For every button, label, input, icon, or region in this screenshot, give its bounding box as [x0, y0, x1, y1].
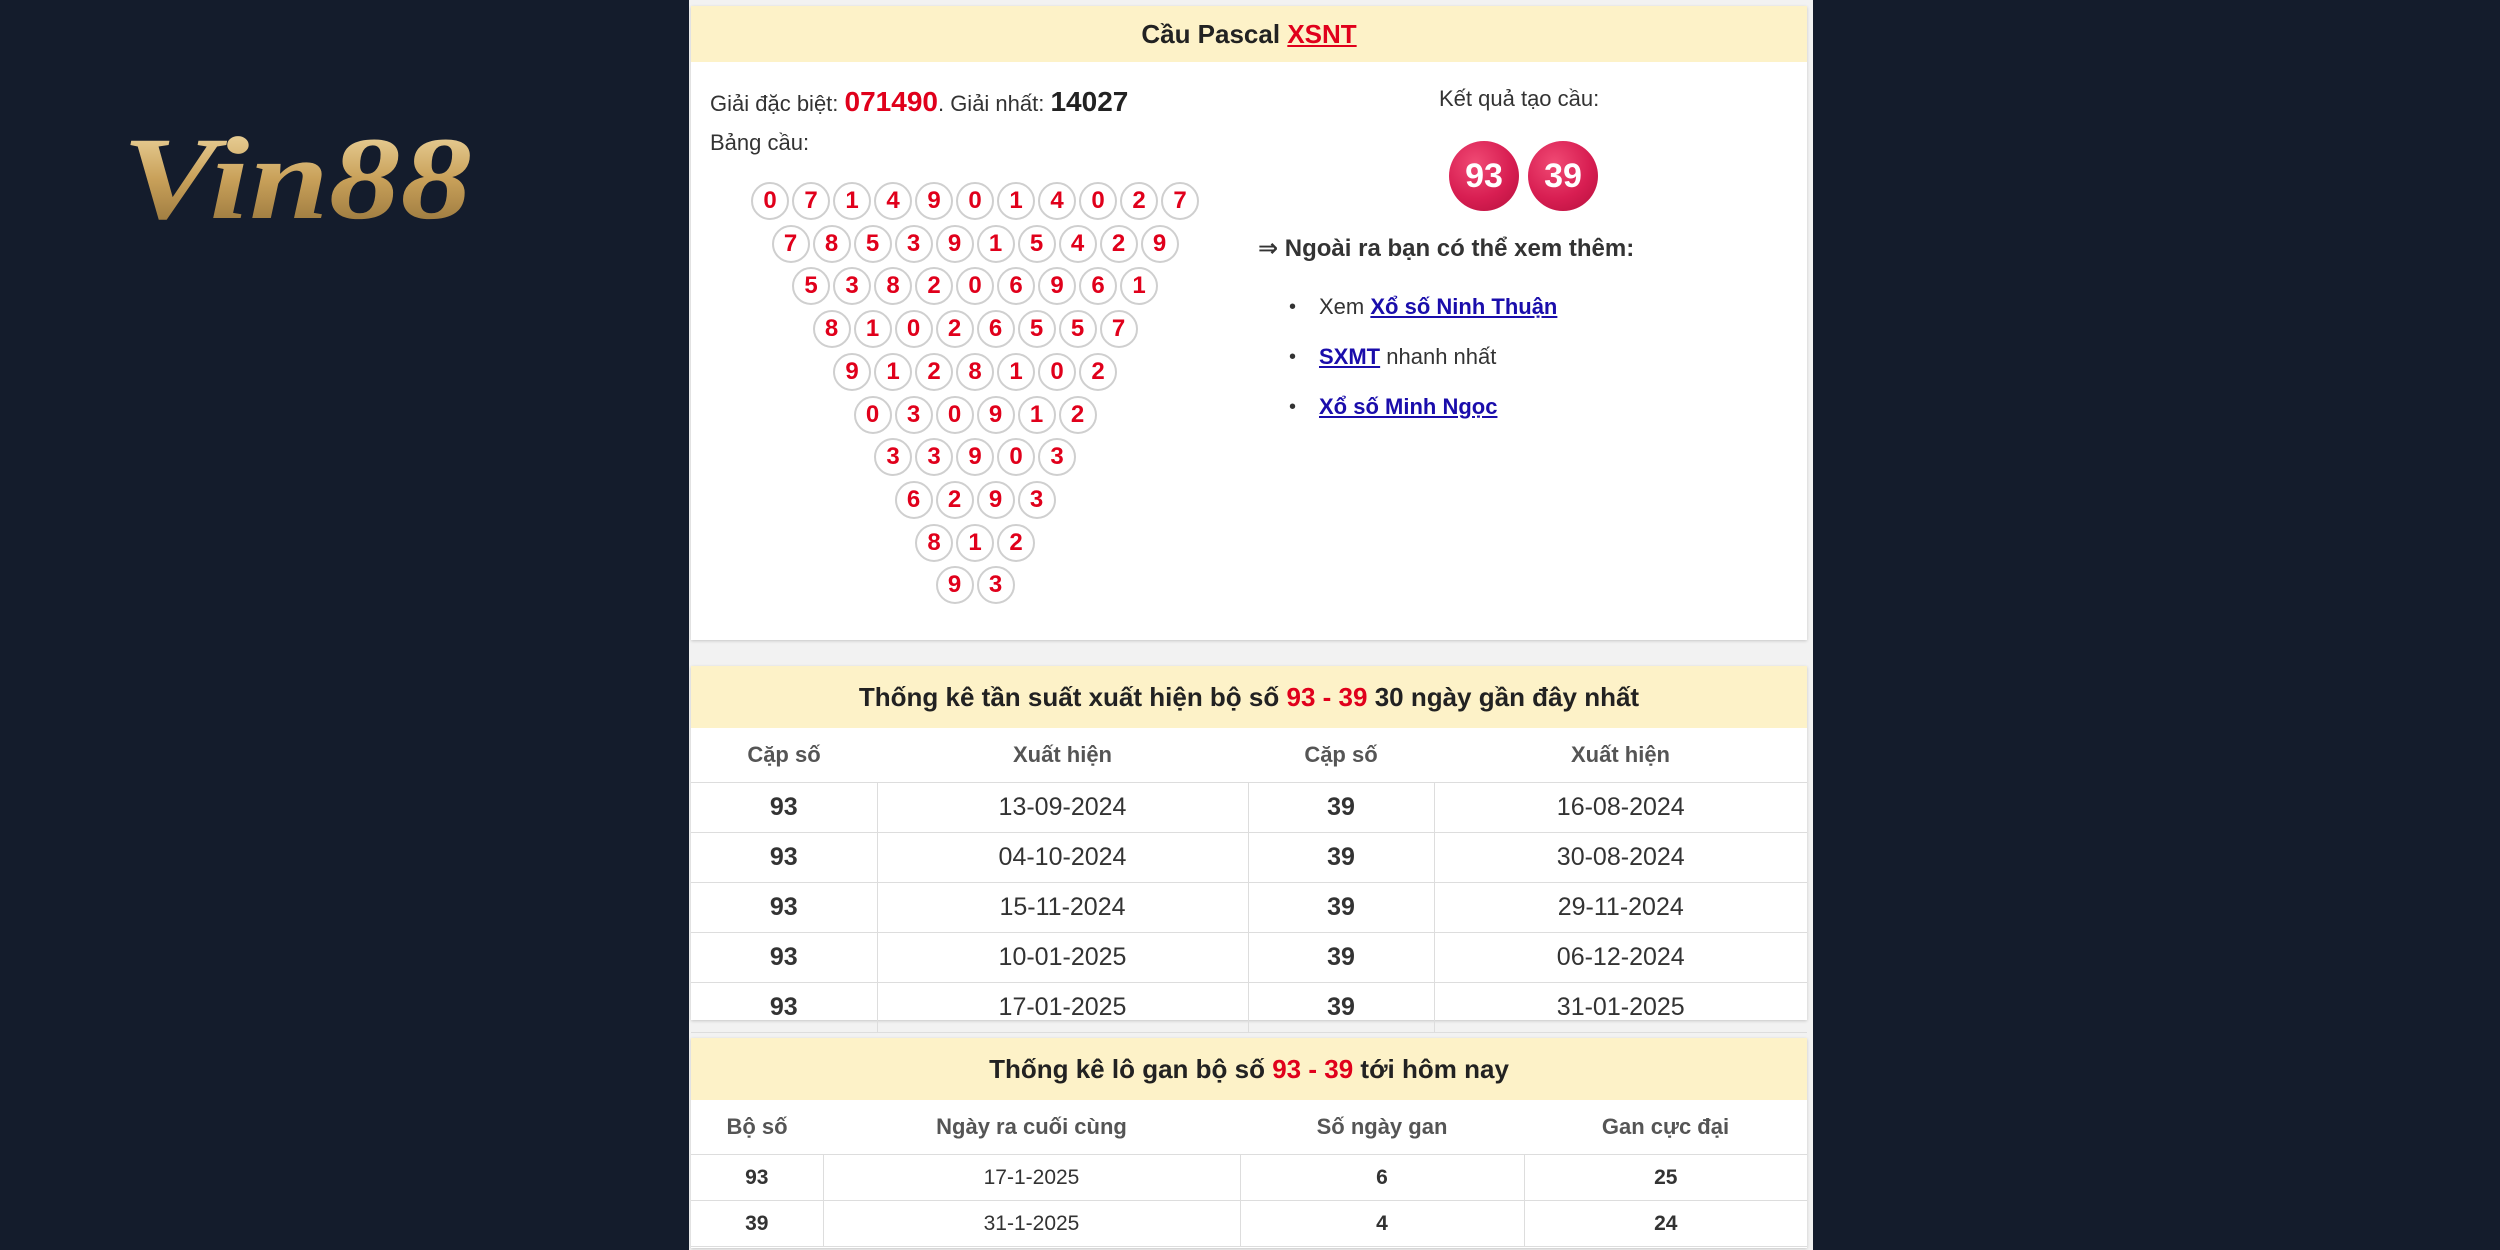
triangle-digit: 1 [977, 225, 1015, 263]
triangle-digit: 6 [997, 267, 1035, 305]
triangle-digit: 5 [792, 267, 830, 305]
frequency-row [691, 833, 1807, 883]
main-column [689, 0, 1813, 1250]
frequency-title-prefix: Thống kê tần suất xuất hiện bộ số [858, 682, 1280, 712]
result-label: Kết quả tạo cầu: [1439, 86, 1600, 111]
triangle-digit: 1 [833, 182, 871, 220]
more-title: ⇒ Ngoài ra bạn có thể xem thêm: [1258, 235, 1635, 262]
triangle-digit: 5 [1018, 225, 1056, 263]
triangle-digit: 7 [772, 225, 810, 263]
table-cell: 93 [691, 983, 877, 1033]
pascal-table-label: Bảng cầu: [710, 130, 810, 155]
gan-header-cell: Gan cực đại [1524, 1100, 1807, 1155]
triangle-digit: 2 [936, 310, 974, 348]
frequency-table [691, 728, 1807, 1033]
gan-card [691, 1038, 1807, 1248]
more-item-ninh-thuan [1279, 282, 1557, 332]
table-cell: 39 [1248, 883, 1434, 933]
triangle-digit: 6 [895, 481, 933, 519]
triangle-digit: 2 [1120, 182, 1158, 220]
table-cell: 93 [691, 933, 877, 983]
table-cell: 16-08-2024 [1434, 783, 1807, 833]
triangle-digit: 3 [833, 267, 871, 305]
triangle-digit: 0 [1079, 182, 1117, 220]
triangle-digit: 0 [956, 267, 994, 305]
triangle-digit: 0 [895, 310, 933, 348]
triangle-digit: 3 [874, 438, 912, 476]
triangle-digit: 2 [1059, 396, 1097, 434]
first-prize-value: 14027 [1050, 86, 1129, 117]
triangle-digit: 4 [1038, 182, 1076, 220]
more-links-list [1279, 282, 1557, 432]
triangle-digit: 1 [874, 353, 912, 391]
triangle-digit: 5 [854, 225, 892, 263]
triangle-digit: 3 [895, 396, 933, 434]
triangle-digit: 1 [997, 353, 1035, 391]
table-cell: 39 [1248, 833, 1434, 883]
triangle-digit: 9 [915, 182, 953, 220]
frequency-card-header [691, 666, 1807, 728]
frequency-row [691, 933, 1807, 983]
triangle-digit: 5 [1018, 310, 1056, 348]
more-item-suffix: nhanh nhất [1386, 344, 1497, 369]
more-item-prefix: Xem [1319, 294, 1365, 319]
table-cell: 93 [691, 833, 877, 883]
frequency-header-cell: Cặp số [691, 728, 877, 783]
triangle-digit: 4 [874, 182, 912, 220]
frequency-header-row [691, 728, 1807, 783]
gan-header-row [691, 1100, 1807, 1155]
triangle-digit: 1 [997, 182, 1035, 220]
triangle-digit: 7 [1100, 310, 1138, 348]
triangle-digit: 8 [813, 310, 851, 348]
frequency-row [691, 983, 1807, 1033]
special-prize-value: 071490 [844, 86, 938, 117]
more-item-minh-ngoc [1279, 382, 1557, 432]
triangle-digit: 2 [915, 353, 953, 391]
triangle-digit: 3 [915, 438, 953, 476]
first-prize-label: . Giải nhất: [937, 91, 1045, 116]
triangle-digit: 3 [895, 225, 933, 263]
table-cell: 31-1-2025 [823, 1201, 1240, 1247]
triangle-digit: 1 [1018, 396, 1056, 434]
gan-header-cell: Bộ số [691, 1100, 823, 1155]
gan-row [691, 1201, 1807, 1247]
frequency-header-cell: Xuất hiện [877, 728, 1248, 783]
vin88-logo-graphic [122, 118, 482, 230]
triangle-digit: 7 [1161, 182, 1199, 220]
table-cell: 39 [691, 1201, 823, 1247]
triangle-digit: 5 [1059, 310, 1097, 348]
prize-line [710, 86, 1128, 118]
table-cell: 13-09-2024 [877, 783, 1248, 833]
gan-row [691, 1155, 1807, 1201]
triangle-digit: 6 [977, 310, 1015, 348]
gan-table [691, 1100, 1807, 1247]
table-cell: 15-11-2024 [877, 883, 1248, 933]
result-ball-1: 93 [1449, 141, 1519, 211]
triangle-digit: 9 [1141, 225, 1179, 263]
frequency-title-suffix: 30 ngày gần đây nhất [1374, 682, 1640, 712]
vin88-logo[interactable] [122, 118, 482, 230]
pascal-card [691, 6, 1807, 640]
triangle-digit: 8 [874, 267, 912, 305]
table-cell: 4 [1240, 1201, 1524, 1247]
xsnt-link[interactable]: XSNT [1287, 19, 1357, 49]
frequency-row [691, 783, 1807, 833]
table-cell: 25 [1524, 1155, 1807, 1201]
gan-title-pair: 93 - 39 [1272, 1054, 1354, 1084]
table-cell: 39 [1248, 983, 1434, 1033]
table-cell: 30-08-2024 [1434, 833, 1807, 883]
triangle-digit: 2 [915, 267, 953, 305]
triangle-digit: 0 [956, 182, 994, 220]
frequency-card [691, 666, 1807, 1020]
table-cell: 93 [691, 883, 877, 933]
triangle-digit: 3 [977, 566, 1015, 604]
triangle-digit: 2 [1079, 353, 1117, 391]
table-cell: 93 [691, 1155, 823, 1201]
vin88-logo-text: Vin88 [122, 118, 472, 230]
triangle-digit: 0 [936, 396, 974, 434]
triangle-digit: 3 [1018, 481, 1056, 519]
table-cell: 17-01-2025 [877, 983, 1248, 1033]
sxmt-link[interactable]: SXMT [1319, 344, 1381, 369]
table-cell: 04-10-2024 [877, 833, 1248, 883]
gan-card-header [691, 1038, 1807, 1100]
triangle-digit: 9 [833, 353, 871, 391]
table-cell: 29-11-2024 [1434, 883, 1807, 933]
triangle-digit: 0 [751, 182, 789, 220]
table-cell: 6 [1240, 1155, 1524, 1201]
triangle-digit: 9 [977, 481, 1015, 519]
triangle-digit: 3 [1038, 438, 1076, 476]
triangle-digit: 8 [956, 353, 994, 391]
table-cell: 24 [1524, 1201, 1807, 1247]
frequency-header-cell: Xuất hiện [1434, 728, 1807, 783]
triangle-digit: 2 [997, 524, 1035, 562]
table-cell: 17-1-2025 [823, 1155, 1240, 1201]
xo-so-ninh-thuan-link[interactable]: Xổ số Ninh Thuận [1370, 294, 1558, 319]
triangle-digit: 7 [792, 182, 830, 220]
bullet-icon: • [1289, 346, 1297, 368]
triangle-digit: 6 [1079, 267, 1117, 305]
frequency-title-pair: 93 - 39 [1286, 682, 1368, 712]
triangle-digit: 4 [1059, 225, 1097, 263]
bullet-icon: • [1289, 296, 1297, 318]
table-cell: 10-01-2025 [877, 933, 1248, 983]
table-cell: 93 [691, 783, 877, 833]
table-cell: 06-12-2024 [1434, 933, 1807, 983]
gan-title-prefix: Thống kê lô gan bộ số [989, 1054, 1265, 1084]
pascal-card-header [691, 6, 1807, 62]
gan-header-cell: Ngày ra cuối cùng [823, 1100, 1240, 1155]
xo-so-minh-ngoc-link[interactable]: Xổ số Minh Ngọc [1319, 394, 1498, 419]
triangle-digit: 2 [936, 481, 974, 519]
triangle-digit: 9 [936, 225, 974, 263]
triangle-digit: 9 [977, 396, 1015, 434]
pascal-title: Cầu Pascal [1141, 19, 1281, 49]
triangle-digit: 0 [854, 396, 892, 434]
bullet-icon: • [1289, 396, 1297, 418]
table-cell: 31-01-2025 [1434, 983, 1807, 1033]
frequency-row [691, 883, 1807, 933]
gan-title-suffix: tới hôm nay [1360, 1054, 1509, 1084]
triangle-digit: 9 [1038, 267, 1076, 305]
more-item-sxmt [1279, 332, 1557, 382]
frequency-header-cell: Cặp số [1248, 728, 1434, 783]
triangle-digit: 0 [1038, 353, 1076, 391]
triangle-digit: 0 [997, 438, 1035, 476]
triangle-digit: 2 [1100, 225, 1138, 263]
gan-header-cell: Số ngày gan [1240, 1100, 1524, 1155]
triangle-digit: 9 [956, 438, 994, 476]
triangle-digit: 1 [1120, 267, 1158, 305]
triangle-digit: 1 [854, 310, 892, 348]
triangle-digit: 8 [915, 524, 953, 562]
table-cell: 39 [1248, 783, 1434, 833]
result-ball-2: 39 [1528, 141, 1598, 211]
special-prize-label: Giải đặc biệt: [710, 91, 839, 116]
triangle-digit: 9 [936, 566, 974, 604]
triangle-digit: 8 [813, 225, 851, 263]
triangle-digit: 1 [956, 524, 994, 562]
table-cell: 39 [1248, 933, 1434, 983]
